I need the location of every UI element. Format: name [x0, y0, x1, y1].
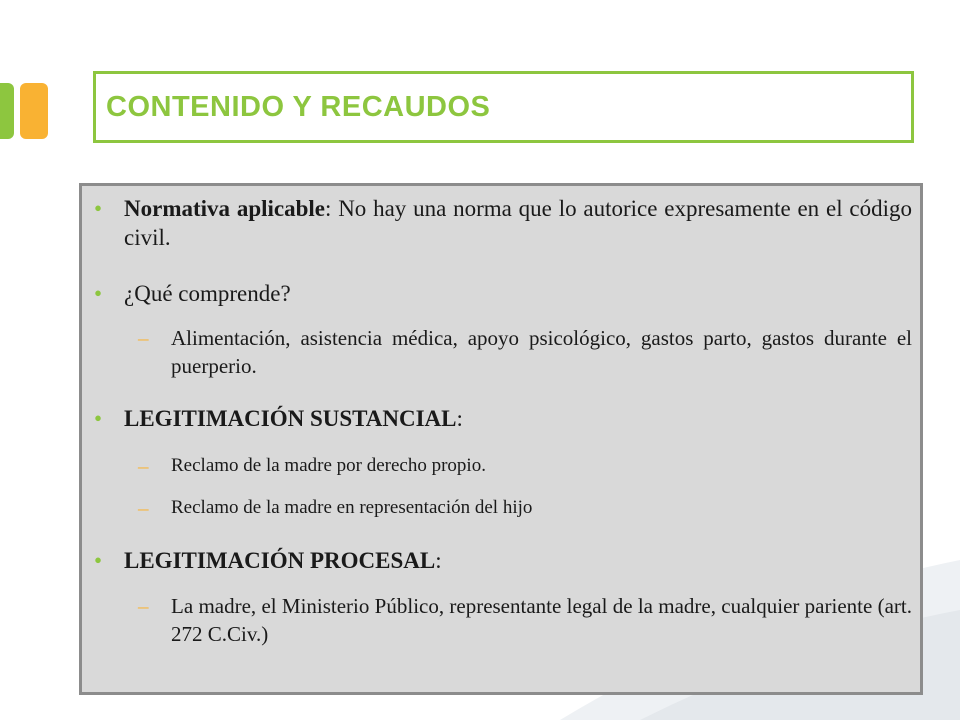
title-box — [93, 71, 914, 143]
sub-dash: – — [138, 496, 149, 520]
green-accent-bar — [0, 83, 14, 139]
sub-dash: – — [138, 326, 149, 350]
bullet-text: : — [456, 406, 463, 431]
bullet-dot: • — [94, 196, 103, 221]
bullet-text: : No hay una norma que lo autorice expresamente en el código civil. — [124, 196, 912, 250]
sub-dash: – — [138, 594, 149, 618]
orange-accent-bar — [20, 83, 48, 139]
bullet-bold-text: Normativa aplicable — [124, 196, 325, 221]
bullet-dot: • — [94, 281, 103, 306]
bullet-comprende — [94, 279, 912, 308]
bullet-text: ¿Qué comprende? — [124, 281, 291, 306]
bullet-bold-text: LEGITIMACIÓN PROCESAL — [124, 548, 436, 573]
bullet-procesal — [94, 546, 912, 575]
subitem-text: La madre, el Ministerio Público, representante legal de la madre, cualquier pariente (art. 272 C.Civ.) — [171, 594, 912, 646]
bullet-dot: • — [94, 548, 103, 573]
bullet-text: : — [435, 548, 442, 573]
subitem-text: Reclamo de la madre por derecho propio. — [171, 455, 486, 476]
subitem-sustancial-1 — [138, 452, 912, 480]
subitem-sustancial-2 — [138, 494, 912, 522]
slide-title: CONTENIDO Y RECAUDOS — [106, 90, 491, 123]
bullet-bold-text: LEGITIMACIÓN SUSTANCIAL — [124, 406, 457, 431]
subitem-text: Alimentación, asistencia médica, apoyo psicológico, gastos parto, gastos durante el puerperio. — [171, 326, 912, 378]
subitem-comprende — [138, 324, 912, 380]
bullet-normativa — [94, 194, 912, 252]
sub-dash: – — [138, 454, 149, 478]
subitem-procesal — [138, 592, 912, 648]
bullet-sustancial — [94, 404, 912, 433]
content-box — [79, 183, 923, 695]
bullet-dot: • — [94, 406, 103, 431]
subitem-text: Reclamo de la madre en representación del hijo — [171, 497, 533, 518]
